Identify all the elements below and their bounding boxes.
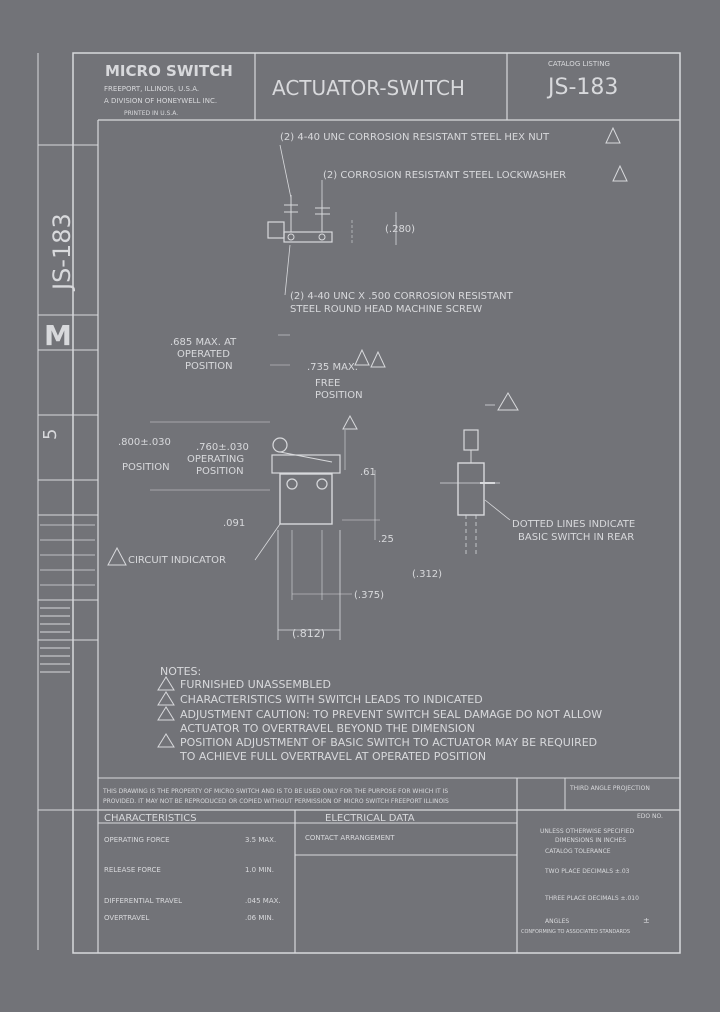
dim-61: .61 (360, 467, 376, 478)
note-2: CHARACTERISTICS WITH SWITCH LEADS TO INDICATED (180, 693, 483, 706)
tol-1: UNLESS OTHERWISE SPECIFIED (540, 828, 635, 835)
characteristics-header: CHARACTERISTICS (104, 813, 197, 824)
strip-tick-marks (40, 525, 95, 672)
company-name: MICRO SWITCH (105, 62, 233, 80)
notes-triangle-icons (158, 677, 174, 747)
electrical-header: ELECTRICAL DATA (325, 813, 415, 824)
company-line2: FREEPORT, ILLINOIS, U.S.A. (104, 85, 200, 93)
top-view-assembly (268, 145, 396, 295)
notes-heading: NOTES: (160, 665, 202, 678)
label-free: FREE (315, 378, 341, 389)
disclaimer-1: THIS DRAWING IS THE PROPERTY OF MICRO SWITCH AND IS TO BE USED ONLY FOR THE PURPOSE FOR WHICH IT IS (103, 788, 449, 795)
dim-375: (.375) (354, 590, 385, 601)
label-free-dim: .735 MAX. (307, 362, 358, 373)
callout-screw-1: (2) 4-40 UNC X .500 CORROSION RESISTANT (290, 291, 513, 302)
disclaimer-2: PROVIDED. IT MAY NOT BE REPRODUCED OR COPIED WITHOUT PERMISSION OF MICRO SWITCH FREEPORT ILLINOIS (103, 798, 449, 805)
label-max-release-2: OPERATED (177, 349, 230, 360)
drawing-title: ACTUATOR-SWITCH (272, 76, 465, 100)
dotted-note-1: DOTTED LINES INDICATE (512, 519, 636, 530)
label-left-dim: .800±.030 (118, 437, 171, 448)
label-circuit-indicator: CIRCUIT INDICATOR (128, 555, 226, 566)
label-max-release-3: POSITION (185, 361, 233, 372)
tol-5: THREE PLACE DECIMALS ±.010 (545, 895, 639, 902)
label-max-release: .685 MAX. AT (170, 337, 237, 348)
callout-lockwasher: (2) CORROSION RESISTANT STEEL LOCKWASHER (323, 170, 567, 181)
note-1: FURNISHED UNASSEMBLED (180, 678, 331, 691)
tol-4: TWO PLACE DECIMALS ±.03 (545, 868, 630, 875)
dim-25: .25 (378, 534, 394, 545)
row-label-1: RELEASE FORCE (104, 866, 161, 874)
row-label-2: DIFFERENTIAL TRAVEL (104, 897, 183, 905)
tol-2: DIMENSIONS IN INCHES (555, 837, 627, 844)
callout-screw-2: STEEL ROUND HEAD MACHINE SCREW (290, 304, 483, 315)
company-line4: PRINTED IN U.S.A. (124, 110, 179, 117)
dim-312: (.312) (412, 569, 443, 580)
catalog-listing-label: CATALOG LISTING (548, 60, 610, 68)
right-footer: CONFORMING TO ASSOCIATED STANDARDS (521, 929, 631, 935)
label-left-dim-2: POSITION (122, 462, 170, 473)
strip-catalog-number: JS-183 (48, 213, 76, 290)
strip-letter: M (44, 319, 72, 352)
side-view-switch (440, 405, 510, 555)
dim-091: .091 (223, 518, 246, 529)
projection-label: THIRD ANGLE PROJECTION (570, 785, 650, 792)
row-value-1: 1.0 MIN. (245, 866, 274, 874)
label-free-2: POSITION (315, 390, 363, 401)
dotted-note-2: BASIC SWITCH IN REAR (518, 532, 635, 543)
electrical-sub: CONTACT ARRANGEMENT (305, 834, 395, 842)
strip-sheet-number: 5 (40, 428, 61, 440)
label-op-dim: .760±.030 (196, 442, 249, 453)
label-op-dim-2: OPERATING (187, 454, 245, 465)
note-3: ADJUSTMENT CAUTION: TO PREVENT SWITCH SEAL DAMAGE DO NOT ALLOW (180, 708, 603, 721)
label-op-dim-3: POSITION (196, 466, 244, 477)
dim-812: (.812) (292, 627, 326, 640)
catalog-number: JS-183 (548, 75, 619, 100)
callout-hex-nut: (2) 4-40 UNC CORROSION RESISTANT STEEL HEX NUT (280, 132, 550, 143)
row-label-3: OVERTRAVEL (104, 914, 150, 922)
angles-value: ± (643, 916, 650, 925)
dim-280: (.280) (385, 224, 416, 235)
tol-3: CATALOG TOLERANCE (545, 848, 611, 855)
front-view-switch (150, 335, 380, 640)
row-label-0: OPERATING FORCE (104, 836, 170, 844)
row-value-3: .06 MIN. (245, 914, 274, 922)
edo-label: EDO NO. (637, 813, 663, 820)
company-line3: A DIVISION OF HONEYWELL INC. (104, 97, 218, 105)
note-4: POSITION ADJUSTMENT OF BASIC SWITCH TO ACTUATOR MAY BE REQUIRED (180, 736, 598, 749)
angles-label: ANGLES (545, 918, 570, 925)
row-value-0: 3.5 MAX. (245, 836, 277, 844)
row-value-2: .045 MAX. (245, 897, 281, 905)
note-4b: TO ACHIEVE FULL OVERTRAVEL AT OPERATED POSITION (180, 750, 487, 763)
note-3b: ACTUATOR TO OVERTRAVEL BEYOND THE DIMENSION (180, 722, 475, 735)
